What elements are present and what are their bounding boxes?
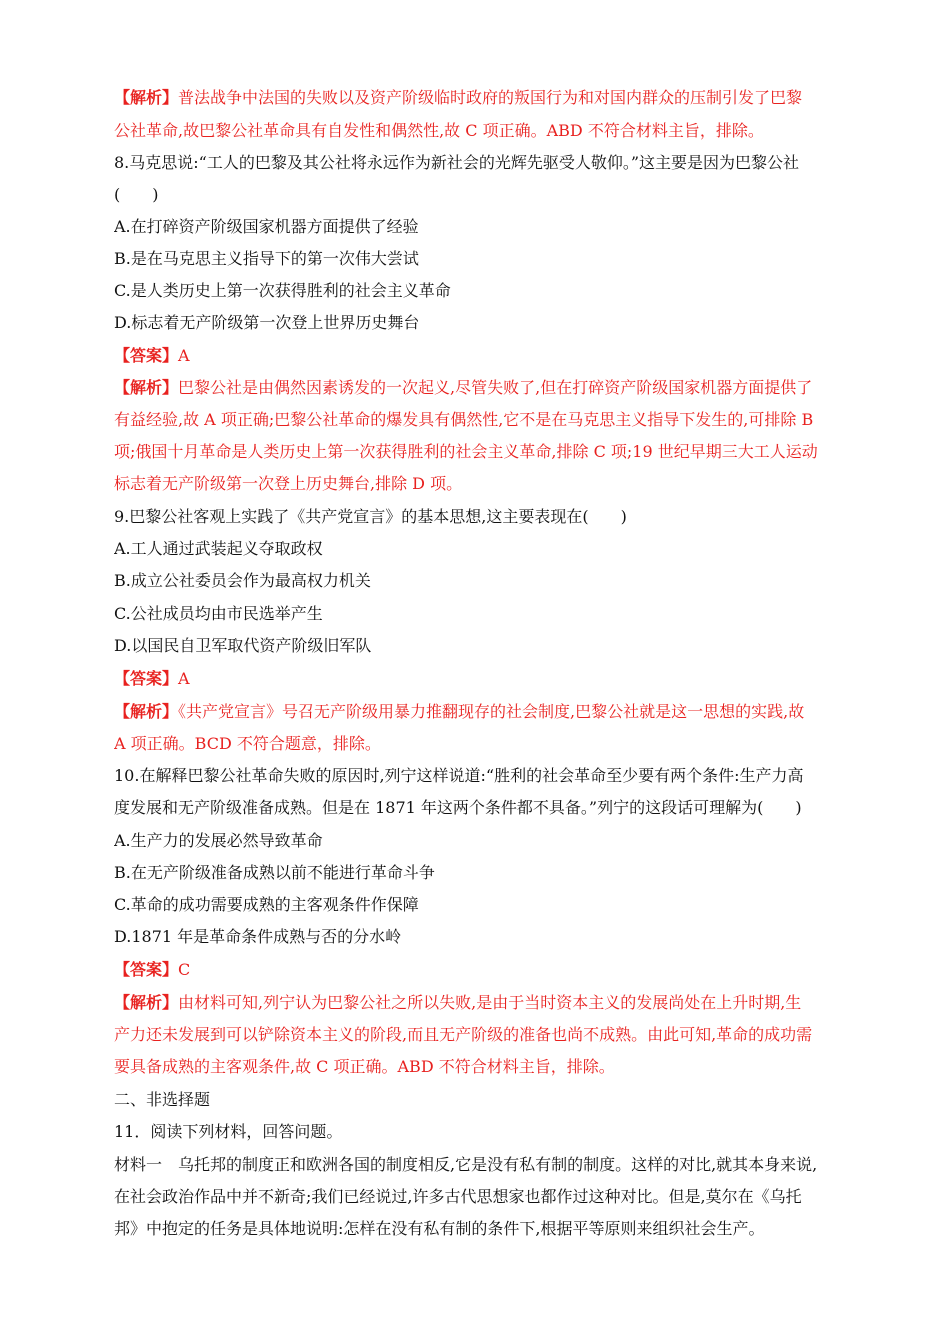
analysis-line: A 项正确。BCD 不符合题意，排除。 (114, 734, 381, 753)
question-11-stem: 11．阅读下列材料，回答问题。 (114, 1122, 343, 1141)
analysis-line (114, 87, 838, 109)
material-paragraph: 邦》中抱定的任务是具体地说明:怎样在没有私有制的条件下,根据平等原则来组织社会生产。 (114, 1219, 765, 1238)
question-8-option-c: C.是人类历史上第一次获得胜利的社会主义革命 (114, 281, 451, 300)
analysis-line (114, 377, 838, 399)
analysis-text: 巴黎公社是由偶然因素诱发的一次起义,尽管失败了,但在打碎资产阶级国家机器方面提供了 (178, 378, 813, 397)
question-10-stem: 度发展和无产阶级准备成熟。但是在 1871 年这两个条件都不具备。”列宁的这段话可理解为( ) (114, 798, 802, 817)
question-8-stem: 8.马克思说:“工人的巴黎及其公社将永远作为新社会的光辉先驱受人敬仰。”这主要是因为巴黎公社 (114, 153, 800, 172)
analysis-line: 项;俄国十月革命是人类历史上第一次获得胜利的社会主义革命,排除 C 项;19 世纪早期三大工人运动 (114, 442, 818, 461)
answer-line (114, 959, 838, 981)
analysis-line (114, 701, 838, 723)
question-10-option-d: D.1871 年是革命条件成熟与否的分水岭 (114, 927, 402, 946)
answer-tag: 【答案】 (114, 960, 179, 979)
question-9-option-a: A.工人通过武装起义夺取政权 (114, 539, 323, 558)
analysis-line: 要具备成熟的主客观条件,故 C 项正确。ABD 不符合材料主旨，排除。 (114, 1057, 615, 1076)
question-10-stem: 10.在解释巴黎公社革命失败的原因时,列宁这样说道:“胜利的社会革命至少要有两个条件:生产力高 (114, 766, 804, 785)
analysis-line: 产力还未发展到可以铲除资本主义的阶段,而且无产阶级的准备也尚不成熟。由此可知,革命的成功需 (114, 1025, 813, 1044)
answer-value: A (178, 669, 190, 688)
analysis-tag: 【解析】 (114, 993, 179, 1012)
analysis-tag: 【解析】 (114, 88, 179, 107)
analysis-text: 由材料可知,列宁认为巴黎公社之所以失败,是由于当时资本主义的发展尚处在上升时期,生 (178, 993, 802, 1012)
analysis-text: 《共产党宣言》号召无产阶级用暴力推翻现存的社会制度,巴黎公社就是这一思想的实践,故 (178, 702, 805, 721)
analysis-line: 有益经验,故 A 项正确;巴黎公社革命的爆发具有偶然性,它不是在马克思主义指导下发生的,可排除 B (114, 410, 814, 429)
question-8-option-a: A.在打碎资产阶级国家机器方面提供了经验 (114, 217, 419, 236)
question-9-option-b: B.成立公社委员会作为最高权力机关 (114, 571, 371, 590)
analysis-line: 标志着无产阶级第一次登上历史舞台,排除 D 项。 (114, 474, 463, 493)
answer-tag: 【答案】 (114, 669, 179, 688)
answer-value: A (178, 346, 190, 365)
section-heading: 二、非选择题 (114, 1090, 211, 1109)
question-8-option-b: B.是在马克思主义指导下的第一次伟大尝试 (114, 249, 419, 268)
question-8-option-d: D.标志着无产阶级第一次登上世界历史舞台 (114, 313, 420, 332)
question-9-stem: 9.巴黎公社客观上实践了《共产党宣言》的基本思想,这主要表现在( ) (114, 507, 627, 526)
question-10-option-c: C.革命的成功需要成熟的主客观条件作保障 (114, 895, 419, 914)
analysis-tag: 【解析】 (114, 702, 179, 721)
material-paragraph: 材料一 乌托邦的制度正和欧洲各国的制度相反,它是没有私有制的制度。这样的对比,就其本身来说, (114, 1155, 818, 1174)
question-9-option-c: C.公社成员均由市民选举产生 (114, 604, 323, 623)
analysis-line (114, 992, 838, 1014)
question-9-option-d: D.以国民自卫军取代资产阶级旧军队 (114, 636, 372, 655)
answer-tag: 【答案】 (114, 346, 179, 365)
material-paragraph: 在社会政治作品中并不新奇;我们已经说过,许多古代思想家也都作过这种对比。但是,莫尔在《乌托 (114, 1187, 802, 1206)
analysis-text: 普法战争中法国的失败以及资产阶级临时政府的叛国行为和对国内群众的压制引发了巴黎 (178, 88, 803, 107)
question-10-option-b: B.在无产阶级准备成熟以前不能进行革命斗争 (114, 863, 435, 882)
question-10-option-a: A.生产力的发展必然导致革命 (114, 831, 323, 850)
question-8-bracket: ( ) (114, 185, 159, 204)
answer-line (114, 345, 838, 367)
analysis-tag: 【解析】 (114, 378, 179, 397)
answer-value: C (178, 960, 191, 979)
analysis-line: 公社革命,故巴黎公社革命具有自发性和偶然性,故 C 项正确。ABD 不符合材料主旨，排除。 (114, 121, 764, 140)
answer-line (114, 668, 838, 690)
